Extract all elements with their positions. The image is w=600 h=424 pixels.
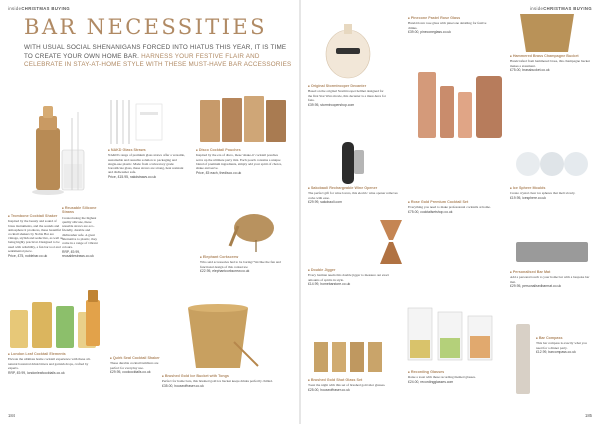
recording-glasses-illustration <box>400 300 500 366</box>
entry-body: Toast the night with this set of brushed gold shot glasses. <box>308 383 386 388</box>
entry-ice-sphere-moulds <box>510 186 592 200</box>
entry-title: ■ Reusable Silicone Straws <box>62 206 102 215</box>
entry-price: £39.00, pineconeglass.co.uk <box>408 30 451 35</box>
entry-title: ■ Bar Compass <box>536 336 594 340</box>
entry-price: £35.00, houseoffraser.co.uk <box>162 384 204 389</box>
entry-title: ■ Brushed Gold Ice Bucket with Tongs <box>162 374 286 378</box>
entry-double-jigger <box>308 268 398 287</box>
right-section: CHRISTMAS BUYING <box>543 6 592 11</box>
right-brand: inside <box>529 6 544 11</box>
entry-cocktail-shaker <box>110 356 160 375</box>
disco-pouches-illustration <box>198 92 288 146</box>
entry-price: RRP, £9.99, londonleafcocktails.co.uk <box>8 370 65 375</box>
entry-body: Who said accessories had to be boring? We like the fun and functional design of this corkscrew. <box>200 260 281 269</box>
entry-title: ■ Sakobaoli Rechargeable Wine Opener <box>308 186 404 190</box>
entry-body: Inspired by the beauty and sound of brass instruments, and the sounds and atmosphere it produces, these beautiful cocktail shakers by Noble Bar are vintage, stylish and seductive, as well as being highly practical. Designed to be used with reliability, a fun bar tool and sentimental piece. <box>8 219 63 253</box>
entry-title: ■ Recording Glasses <box>408 370 500 374</box>
entry-price: Price, £15.95, nakdstraws.co.uk <box>108 174 157 179</box>
entry-price: £12.99, barcompass.co.uk <box>536 350 576 355</box>
entry-body: These durable cocktail tumblers are perfect for everyday use. <box>110 361 159 370</box>
entry-hammered-brass-bucket <box>510 54 592 73</box>
entry-body: Every barman needs this double jigger to measure out exact amounts of spirits in style. <box>308 273 390 282</box>
entry-trombone <box>8 214 64 258</box>
entry-body: The perfect gift for wine lovers, this electric wine opener removes corks with ease. <box>308 191 398 200</box>
entry-body: Elevate the ultimate home cocktail experience with these all-natural botanical drink bitters and garnish drops, crafted by experts. <box>8 357 91 370</box>
entry-price: £29.95, personalisedbarmat.co.uk <box>510 284 562 289</box>
entry-price: £39.95, stormtroopershop.com <box>308 102 355 107</box>
entry-price: £14.99, homebarstore.co.uk <box>308 282 351 287</box>
left-folio: 184 <box>8 413 15 418</box>
entry-body: Handcrafted from hammered brass, this champagne bucket makes a statement. <box>510 59 590 68</box>
entry-nakd-glass-straws <box>108 148 186 179</box>
entry-title: ■ London Leaf Cocktail Elements <box>8 352 98 356</box>
standfirst <box>24 44 294 70</box>
entry-price: Price, £5 each, thedisco.co.uk <box>196 170 242 175</box>
entry-body: Create crystal clear ice spheres that melt slowly. <box>510 191 576 196</box>
entry-pinecone-glass <box>408 16 496 35</box>
shaker-and-glass-illustration <box>26 98 92 200</box>
entry-price: £22.95, elephantcorkscrew.co.uk <box>200 269 250 274</box>
entry-body: Add a personal touch to your home bar with a bespoke bar mat. <box>510 275 590 284</box>
right-folio: 185 <box>585 413 592 418</box>
entry-disco-pouches <box>196 148 282 175</box>
entry-price: £29.95, coolcocktails.co.uk <box>110 370 151 375</box>
entry-gold-shot-glasses <box>308 378 390 392</box>
entry-title: ■ Quirk Seal Cocktail Shaker <box>110 356 160 360</box>
entry-title: ■ Disco Cocktail Pouches <box>196 148 282 152</box>
entry-body: Everything you need to make professional cocktails at home. <box>408 205 491 210</box>
entry-body: Based on the original Stormtrooper helmet designed for the first Star Wars movie, this decanter is a must-have for fans. <box>308 89 386 102</box>
entry-title: ■ Rose Gold Premium Cocktail Set <box>408 200 500 204</box>
entry-reusable-straws <box>62 206 102 258</box>
entry-body: Created using the highest quality silicone, these reusable straws are eco-friendly, durable and dishwasher safe. A great alternative to plastic, they come in a range of vibrant colours. <box>62 215 98 250</box>
standfirst-part2: HARNESS YOUR FESTIVE FLAIR AND CELEBRATE IN STAY-AT-HOME STYLE WITH THESE MUST-HAVE BAR ACCESSORIES <box>24 52 292 69</box>
left-brand: inside <box>8 6 22 11</box>
entry-london-leaf <box>8 352 98 375</box>
entry-price: Price, £75, noblebar.co.uk <box>8 253 48 258</box>
left-running-head <box>8 6 70 11</box>
stormtrooper-decanter-illustration <box>318 20 378 82</box>
entry-title: ■ Original Stormtrooper Decanter <box>308 84 388 88</box>
entry-rose-gold-set <box>408 200 500 214</box>
entry-stormtrooper <box>308 84 388 107</box>
entry-title: ■ Ice Sphere Moulds <box>510 186 592 190</box>
entry-price: £29.99, sakobaoli.com <box>308 200 342 205</box>
entry-price: £75.00, cocktailsetshop.co.uk <box>408 210 453 215</box>
entry-title: ■ Double Jigger <box>308 268 398 272</box>
standfirst-part1: WITH USUAL SOCIAL SHENANIGANS FORCED INTO HIATUS THIS YEAR, IT IS TIME TO CREATE YOUR OWN HOME BAR. <box>24 44 287 60</box>
entry-title: ■ Pinecone Pastel Rose Glass <box>408 16 496 20</box>
entry-personalised-bar-mat <box>510 270 592 289</box>
entry-body: Raise a toast with these recording themed glasses. <box>408 375 476 380</box>
entry-price: RRP, £9.99, reusablestraws.co.uk <box>62 249 94 259</box>
shaker-bottle-illustration <box>82 286 104 348</box>
entry-body: This bar compass is exactly what you need for a dinner party. <box>536 341 587 350</box>
ice-bucket-illustration <box>172 298 264 372</box>
jigger-illustration <box>378 218 404 266</box>
entry-title: ■ NAKD Glass Straws <box>108 148 186 152</box>
bar-mat-illustration <box>512 236 592 268</box>
entry-wine-opener <box>308 186 404 205</box>
entry-price: £24.00, recordingglasses.com <box>408 380 454 385</box>
entry-title: ■ Hammered Brass Champagne Bucket <box>510 54 592 58</box>
shot-glasses-illustration <box>310 336 394 376</box>
entry-title: ■ Personalised Bar Mat <box>510 270 592 274</box>
entry-elephant-corkscrew <box>200 255 286 274</box>
elephant-corkscrew-illustration <box>226 196 282 254</box>
entry-body: NAKD's range of premium glass straws offer a versatile, sustainable and reusable solution to packaging and single-use plastic. Made from a laboratory grade borosilicate glass, these straws are strong, heat resistant and dishwasher safe. <box>108 153 185 175</box>
entry-title: ■ Trombone Cocktail Shaker <box>8 214 64 218</box>
cocktail-set-illustration <box>410 56 510 146</box>
glass-straws-illustration <box>106 98 194 146</box>
entry-price: £25.00, houseoffraser.co.uk <box>308 388 350 393</box>
page-title: BAR NECESSITIES <box>24 15 267 39</box>
entry-body: Perfect for home bars, this brushed gold ice bucket keeps drinks perfectly chilled. <box>162 379 273 384</box>
entry-title: ■ Elephant Corkscrew <box>200 255 286 259</box>
bar-compass-illustration <box>510 320 536 398</box>
entry-title: ■ Brushed Gold Shot Glass Set <box>308 378 390 382</box>
entry-recording-glasses <box>408 370 500 384</box>
entry-body: Inspired by the era of disco, these 'shake-it' cocktail pouches serve up the ultimate party mix. Each pouch contains a unique blend of premium ingredients, simply add your spirit of choice, shake and serve. <box>196 153 282 171</box>
entry-price: £19.95, icesphere.co.uk <box>510 196 547 201</box>
entry-price: £75.00, brassbucket.co.uk <box>510 68 550 73</box>
ice-moulds-illustration <box>512 144 590 184</box>
champagne-bucket-illustration <box>512 10 582 56</box>
entry-body: Hand-blown rose glass with pinecone detailing for festive drinks. <box>408 21 487 30</box>
wine-opener-illustration <box>330 140 368 186</box>
entry-gold-ice-bucket <box>162 374 286 388</box>
entry-bar-compass <box>536 336 594 355</box>
left-section: CHRISTMAS BUYING <box>21 6 71 11</box>
